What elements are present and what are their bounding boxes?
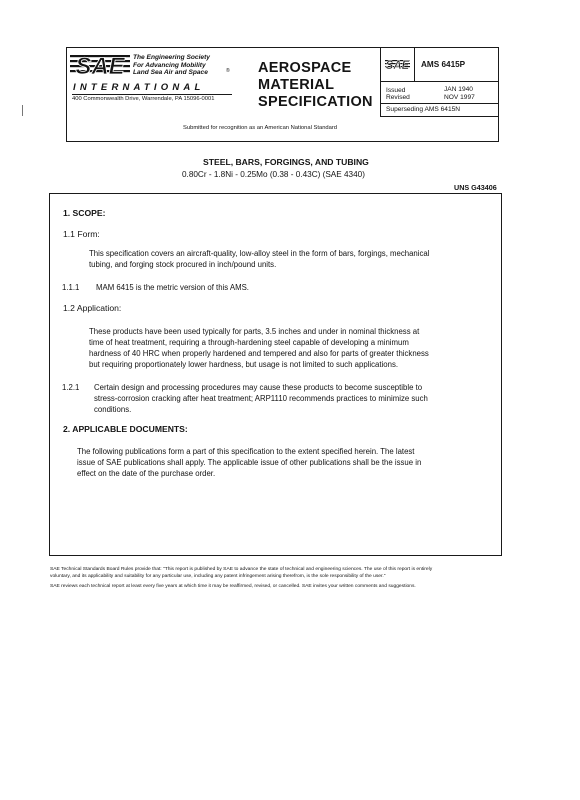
revised-date: NOV 1997 bbox=[444, 94, 475, 101]
body-right-rule bbox=[501, 193, 502, 555]
logo-international: INTERNATIONAL bbox=[73, 82, 205, 93]
footer-line-2: voluntary, and its applicability and suitability for any particular use, including any patent infringement arising therefrom, is the sole responsibility of the user." bbox=[50, 574, 386, 579]
sae-address: 400 Commonwealth Drive, Warrendale, PA 15096-0001 bbox=[72, 96, 215, 102]
footer-rule bbox=[49, 555, 502, 556]
revised-label: Revised bbox=[386, 94, 410, 101]
spec-title: STEEL, BARS, FORGINGS, AND TUBING bbox=[203, 157, 369, 167]
sae-logo bbox=[70, 52, 130, 78]
doc-type-line-1: AEROSPACE bbox=[258, 60, 352, 76]
ams-box-rule bbox=[380, 81, 499, 82]
section-1-1-line-2: tubing, and forging stock procured in inch/pound units. bbox=[89, 260, 277, 269]
uns-number: UNS G43406 bbox=[454, 183, 497, 192]
section-1-2-line-1: These products have been used typically for parts, 3.5 inches and under in nominal thickness at bbox=[89, 327, 420, 336]
ams-box-divider bbox=[414, 47, 415, 81]
footer-line-1: SAE Technical Standards Board Rules provide that: "This report is published by SAE to advance the state of technical and engineering sciences. The use of this report is entirely bbox=[50, 567, 433, 572]
section-1-1-line-1: This specification covers an aircraft-quality, low-alloy steel in the form of bars, forgings, mechanical bbox=[89, 249, 430, 258]
section-2-heading: 2. APPLICABLE DOCUMENTS: bbox=[63, 424, 188, 434]
section-1-2-line-2: time of heat treatment, requiring a through-hardening steel capable of developing a minimum bbox=[89, 338, 409, 347]
svg-text:SAE: SAE bbox=[75, 53, 125, 78]
spec-composition: 0.80Cr - 1.8Ni - 0.25Mo (0.38 - 0.43C) (SAE 4340) bbox=[182, 170, 365, 179]
section-2-line-1: The following publications form a part of this specification to the extent specified herein. The latest bbox=[77, 447, 415, 456]
submitted-note: Submitted for recognition as an American National Standard bbox=[183, 125, 338, 131]
section-1-2-1-line-2: stress-corrosion cracking after heat treatment; ARP1110 recommends practices to minimize such bbox=[94, 394, 428, 403]
superseding-rule bbox=[380, 116, 499, 117]
section-1-2-heading: 1.2 Application: bbox=[63, 303, 122, 313]
svg-text:SAE: SAE bbox=[385, 60, 410, 71]
footer-line-3: SAE reviews each technical report at least every five years at which time it may be reaffirmed, revised, or cancelled. SAE invites your written comments and suggestions. bbox=[50, 584, 416, 589]
body-left-rule bbox=[49, 193, 50, 555]
superseding-note: Superseding AMS 6415N bbox=[386, 105, 461, 113]
title-rule bbox=[49, 193, 502, 194]
doc-type-line-3: SPECIFICATION bbox=[258, 94, 373, 110]
header-right-rule bbox=[498, 47, 499, 142]
section-1-1-1-text: MAM 6415 is the metric version of this AMS. bbox=[96, 283, 249, 292]
doc-type-line-2: MATERIAL bbox=[258, 77, 335, 93]
logo-tagline-3: Land Sea Air and Space bbox=[133, 69, 208, 76]
section-1-2-1-line-1: Certain design and processing procedures may cause these products to become susceptible to bbox=[94, 383, 423, 392]
section-1-heading: 1. SCOPE: bbox=[63, 208, 106, 218]
sae-mini-logo bbox=[385, 58, 410, 71]
ams-number: AMS 6415P bbox=[421, 60, 466, 69]
issued-date: JAN 1940 bbox=[444, 86, 473, 93]
header-left-rule bbox=[66, 47, 67, 142]
header-bottom-rule bbox=[66, 141, 499, 142]
section-1-1-1-number: 1.1.1 bbox=[62, 283, 80, 292]
logo-underline bbox=[72, 94, 232, 95]
section-1-2-line-4: but requiring proportionately lower hardness, but usage is not limited to such applications. bbox=[89, 360, 399, 369]
margin-mark bbox=[22, 105, 23, 116]
header-top-rule bbox=[66, 47, 499, 48]
section-1-2-1-line-3: conditions. bbox=[94, 405, 132, 414]
logo-tagline-1: The Engineering Society bbox=[133, 54, 210, 61]
issued-label: Issued bbox=[386, 87, 406, 94]
section-1-2-line-3: hardness of 40 HRC when properly hardened and tempered and also for parts of greater thickness bbox=[89, 349, 429, 358]
section-2-line-2: issue of SAE publications shall apply. The applicable issue of other publications shall be the issue in bbox=[77, 458, 422, 467]
section-1-2-1-number: 1.2.1 bbox=[62, 383, 80, 392]
logo-trademark: ® bbox=[226, 68, 230, 74]
section-1-1-heading: 1.1 Form: bbox=[63, 229, 100, 239]
section-2-line-3: effect on the date of the purchase order. bbox=[77, 469, 216, 478]
logo-tagline-2: For Advancing Mobility bbox=[133, 61, 206, 69]
dates-rule bbox=[380, 103, 499, 104]
